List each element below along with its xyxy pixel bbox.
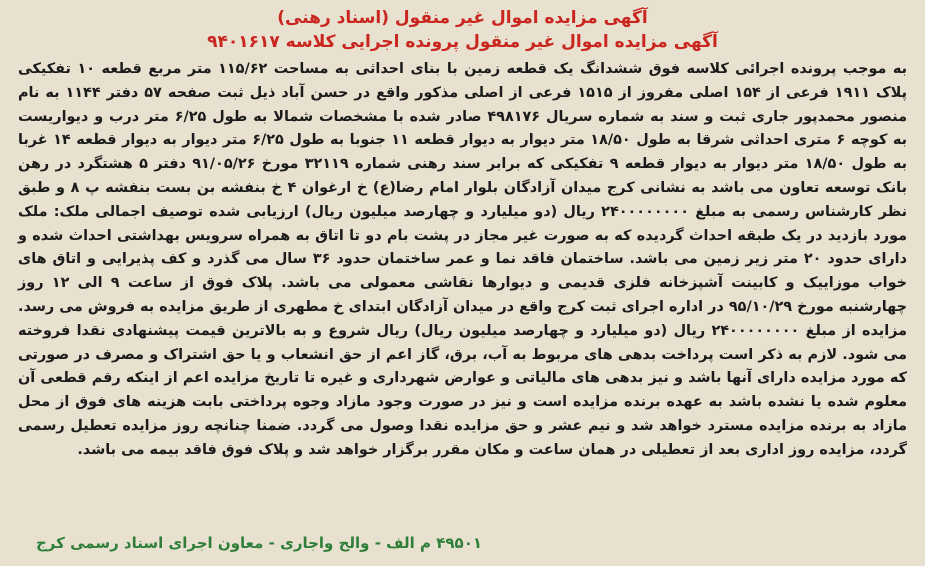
notice-signature: ۴۹۵۰۱ م الف - والح واجاری - معاون اجرای اسناد رسمی کرج [36,534,483,552]
notice-title: آگهی مزایده اموال غیر منقول (اسناد رهنی) [277,8,648,28]
notice-subtitle: آگهی مزایده اموال غیر منقول پرونده اجرایی کلاسه ۹۴۰۱۶۱۷ [207,32,718,52]
notice-body: به موجب پرونده اجرائی کلاسه فوق ششدانگ یک قطعه زمین با بنای احداثی به مساحت ۱۱۵/۶۲ متر مربع قطعه ۱۰ تفکیکی پلاک ۱۹۱۱ فرعی از ۱۵۴ اصلی مفروز از ۱۵۱۵ فرعی از اصلی مذکور واقع در حسن آباد ذیل ثبت صفحه ۵۷ دفتر ۱۱۴۴ به نام منصور محمدپور جاری ثبت و سند به شماره سریال ۴۹۸۱۷۶ صادر شده با مشخصات شمالا به طول ۶/۲۵ متر درب و دیواریست به کوچه ۶ متری احداثی شرقا به طول ۱۸/۵۰ متر دیوار به دیوار قطعه ۱۱ جنوبا به طول ۶/۲۵ متر دیوار به دیوار قطعه ۱۴ غربا به طول ۱۸/۵۰ متر دیوار به دیوار قطعه ۹ تفکیکی که برابر سند رهنی شماره ۳۲۱۱۹ مورخ ۹۱/۰۵/۲۶ دفتر ۵ هشتگرد در رهن بانک توسعه تعاون می باشد به نشانی کرج میدان آزادگان بلوار امام رضا(ع) خ ارغوان ۴ خ بنفشه بن بست بنفشه پ ۸ و طبق نظر کارشناس رسمی به مبلغ ۲۴۰۰۰۰۰۰۰۰ ریال (دو میلیارد و چهارصد میلیون ریال) ارزیابی شده توصیف اجمالی ملک: ملک مورد بازدید در یک طبقه احداث گردیده که به صورت غیر مجاز در پشت بام دو تا اتاق به همراه سرویس بهداشتی احداث شده و دارای حدود ۲۰ متر زیر زمین می باشد. ساختمان فاقد نما و عمر ساختمان حدود ۳۶ سال می گذرد و کف پذیرایی و اتاق های خواب موزاییک و کابینت آشپزخانه فلزی قدیمی و دیوارها نقاشی معمولی می باشد. پلاک فوق از ساعت ۹ الی ۱۲ روز چهارشنبه مورخ ۹۵/۱۰/۲۹ در اداره اجرای ثبت کرج واقع در میدان آزادگان ابتدای خ مطهری از طریق مزایده به فروش می رسد. مزایده از مبلغ ۲۴۰۰۰۰۰۰۰۰ ریال (دو میلیارد و چهارصد میلیون ریال) ریال شروع و به بالاترین قیمت پیشنهادی نقدا فروخته می شود. لازم به ذکر است پرداخت بدهی های مربوط به آب، برق، گاز اعم از حق انشعاب و یا حق اشتراک و مصرف در صورتی که مورد مزایده دارای آنها باشد و نیز بدهی های مالیاتی و عوارض شهرداری و غیره تا تاریخ مزایده اعم از اینکه رقم قطعی آن معلوم شده یا نشده باشد به عهده برنده مزایده است و نیز در صورت وجود مازاد وجوه پرداختی بابت هزینه های فوق از محل مازاد به برنده مزایده مسترد خواهد شد و نیم عشر و حق مزایده نقدا وصول می گردد. ضمنا چنانچه روز مزایده تعطیل رسمی گردد، مزایده روز اداری بعد از تعطیلی در همان ساعت و مکان مقرر برگزار خواهد شد و پلاک فوق فاقد بیمه می باشد. [18,61,908,458]
